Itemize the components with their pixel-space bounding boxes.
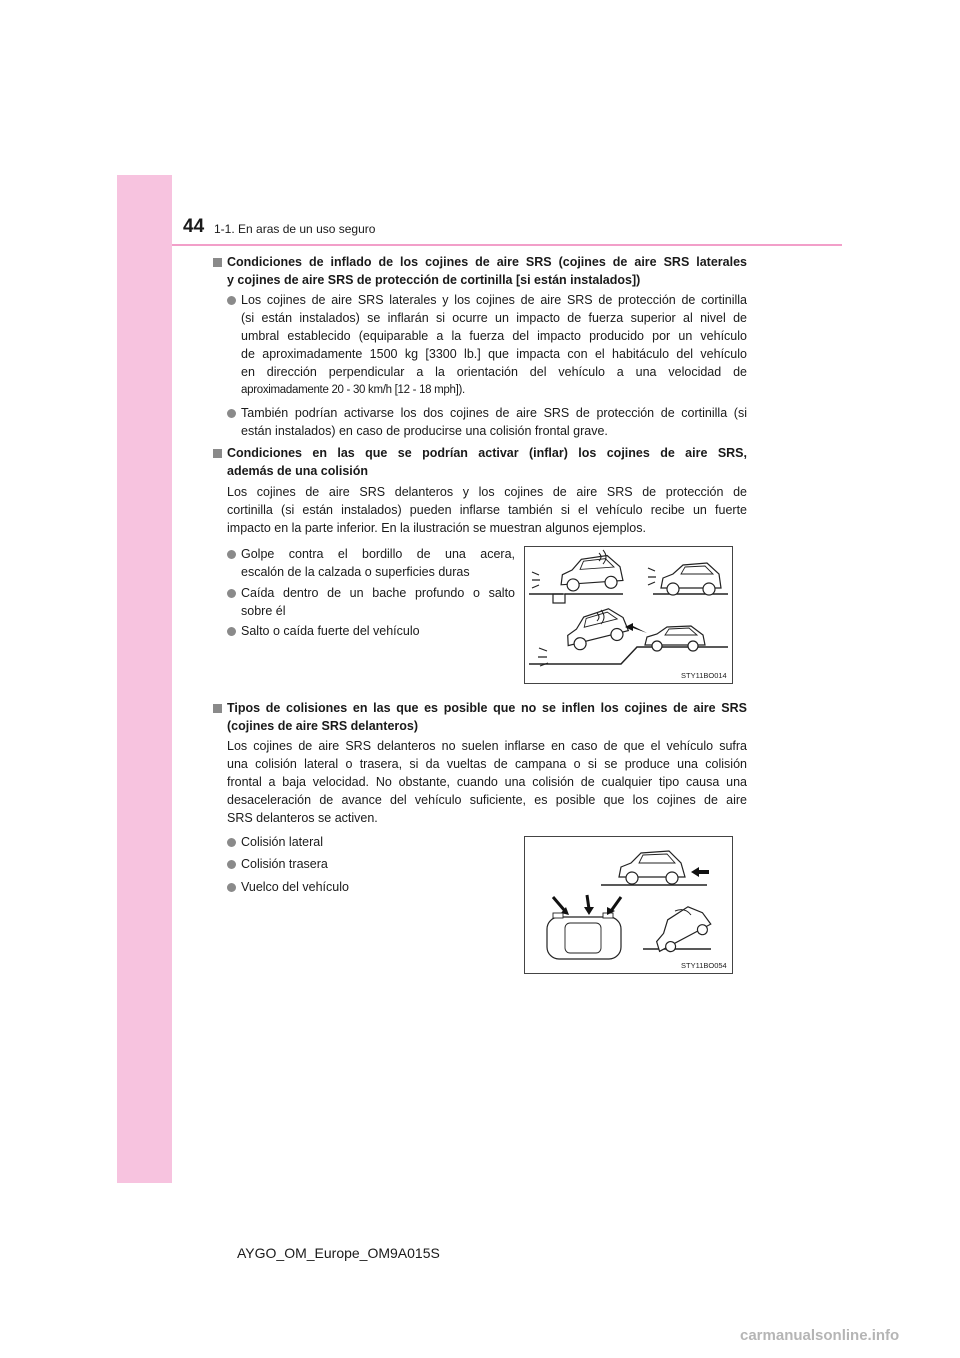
watermark: carmanualsonline.info — [740, 1327, 900, 1344]
bullet-item: Colisión lateral — [241, 835, 323, 849]
round-bullet — [227, 883, 236, 892]
section-heading: Tipos de colisiones en las que es posible que no se inflen los cojines de aire SRS (cojines de aire SRS delanteros) — [227, 701, 747, 733]
page-number: 44 — [183, 216, 205, 237]
bullet-item: Colisión trasera — [241, 857, 328, 871]
bullet-paragraph: También podrían activarse los dos cojines de aire SRS de protección de cortinilla (si están instalados) en caso de producirse una colisión frontal grave. — [241, 406, 747, 438]
illustration-non-frontal-collisions — [524, 836, 733, 974]
round-bullet — [227, 860, 236, 869]
section-heading: Condiciones en las que se podrían activar (inflar) los cojines de aire SRS, además de una colisión — [227, 446, 747, 478]
underbody-impact-drawing — [525, 547, 732, 683]
section-square-bullet — [213, 449, 222, 458]
round-bullet — [227, 550, 236, 559]
bullet-paragraph: Golpe contra el bordillo de una acera, escalón de la calzada o superficies duras — [241, 547, 515, 579]
bullet-paragraph: Salto o caída fuerte del vehículo — [241, 624, 420, 638]
bullet-paragraph: Los cojines de aire SRS laterales y los cojines de aire SRS de protección de cortinilla (si están instalados) se inflarán si ocurre un impacto de fuerza superior al nivel de umbral establecido (equiparable a la fuerza del impacto producido por un vehículo de aproximadamente 1500 kg [3300 lb.] que impacta con el habitáculo del vehículo en dirección perpendicular a la orientación del vehículo a una velocidad de aproximadamente 20 - 30 km/h [12 - 18 mph]). — [241, 293, 747, 396]
non-frontal-collision-drawing — [525, 837, 732, 973]
figure-code: STY11BO014 — [681, 671, 727, 680]
round-bullet — [227, 627, 236, 636]
round-bullet — [227, 838, 236, 847]
bullet-item: Vuelco del vehículo — [241, 880, 349, 894]
section-square-bullet — [213, 258, 222, 267]
bullet-paragraph: Caída dentro de un bache profundo o salto sobre él — [241, 586, 515, 618]
figure-code: STY11BO054 — [681, 961, 727, 970]
round-bullet — [227, 296, 236, 305]
document-code: AYGO_OM_Europe_OM9A015S — [237, 1245, 440, 1261]
round-bullet — [227, 589, 236, 598]
section-heading: Condiciones de inflado de los cojines de aire SRS (cojines de aire SRS laterales y cojines de aire SRS de protección de cortinilla [si están instalados]) — [227, 255, 747, 287]
section-title: 1-1. En aras de un uso seguro — [214, 222, 376, 236]
round-bullet — [227, 409, 236, 418]
section-square-bullet — [213, 704, 222, 713]
body-paragraph: Los cojines de aire SRS delanteros no suelen inflarse en caso de que el vehículo sufra una colisión lateral o trasera, si da vueltas de campana o si se produce una colisión frontal a baja velocidad. No obstante, cuando una colisión de cualquier tipo causa una desaceleración de avance del vehículo suficiente, es posible que los cojines de aire SRS delanteros se activen. — [227, 739, 747, 825]
body-paragraph: Los cojines de aire SRS delanteros y los cojines de aire SRS de protección de cortinilla (si están instalados) pueden inflarse también si el vehículo recibe un fuerte impacto en la parte inferior. En la ilustración se muestran algunos ejemplos. — [227, 485, 747, 535]
illustration-underbody-impacts — [524, 546, 733, 684]
